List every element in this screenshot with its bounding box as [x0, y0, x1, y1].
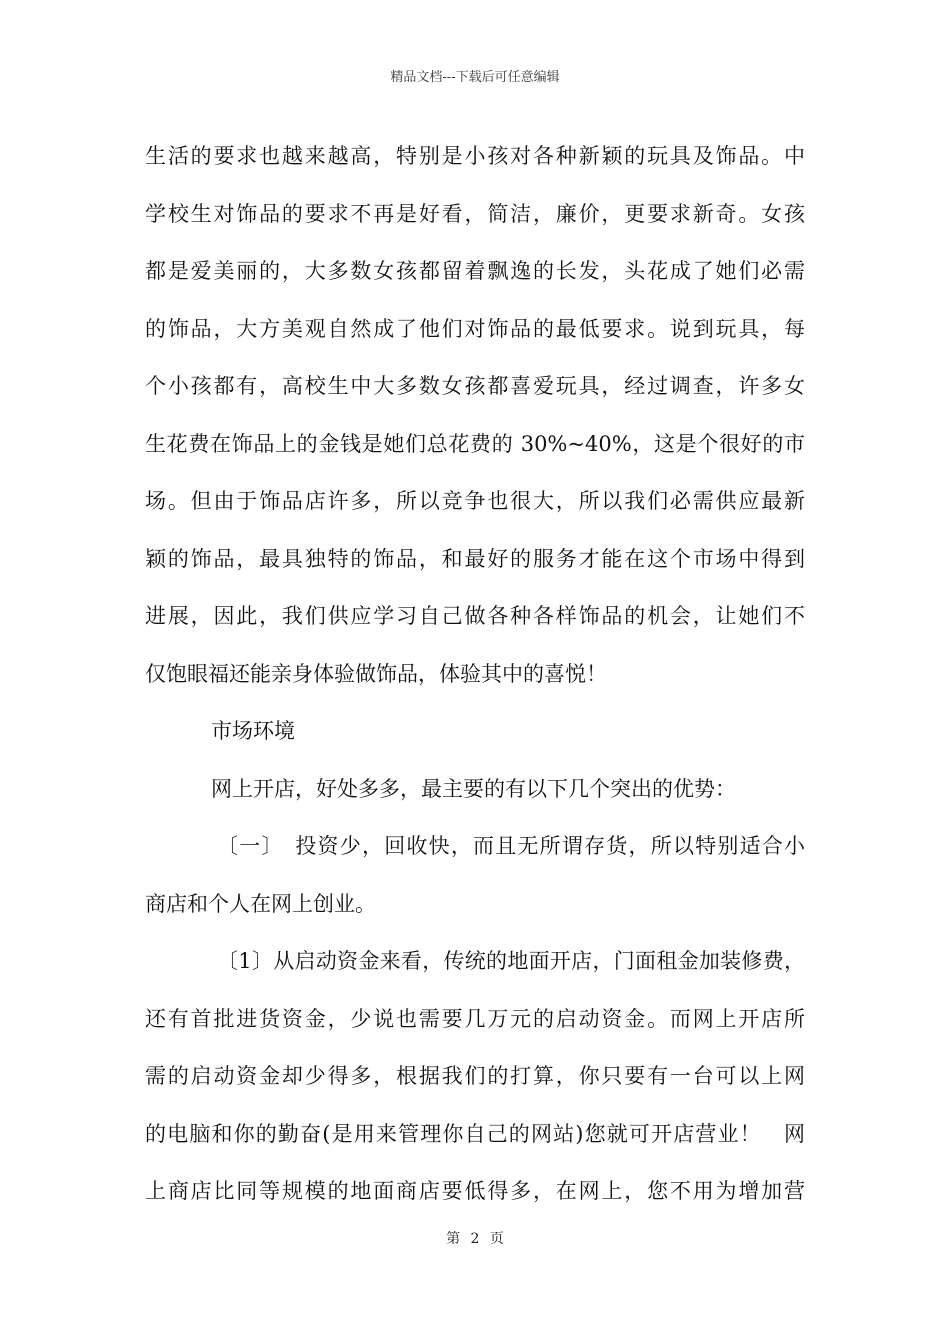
paragraph-line: 商店和个人在网上创业。	[145, 891, 376, 916]
paragraph-line: 的饰品，大方美观自然成了他们对饰品的最低要求。说到玩具，每	[145, 316, 805, 341]
list-item-heading: 〔1〕从启动资金来看，传统的地面开店，门面租金加装修费，	[217, 949, 805, 973]
paragraph-line: 仅饱眼福还能亲身体验做饰品，体验其中的喜悦！	[145, 661, 607, 686]
page-label-suffix: 页	[489, 1231, 504, 1247]
paragraph-line: 场。但由于饰品店许多，所以竞争也很大，所以我们必需供应最新	[145, 489, 805, 513]
list-item-heading: 〔一〕 投资少，回收快，而且无所谓存货，所以特别适合小	[217, 834, 805, 858]
paragraph-line: 还有首批进货资金，少说也需要几万元的启动资金。而网上开店所	[145, 1006, 805, 1031]
page-label-prefix: 第	[446, 1231, 461, 1247]
page-number: 2	[470, 1231, 480, 1247]
paragraph-line: 生花费在饰品上的金钱是她们总花费的 30%~40%，这是个很好的市	[145, 431, 805, 456]
section-heading: 市场环境	[211, 719, 295, 743]
paragraph-line: 的电脑和你的勤奋(是用来管理你自己的网站)您就可开店营业！ 网	[145, 1121, 805, 1146]
paragraph-line: 个小孩都有，高校生中大多数女孩都喜爱玩具，经过调查，许多女	[145, 374, 805, 398]
paragraph-line: 进展，因此，我们供应学习自己做各种各样饰品的机会，让她们不	[145, 604, 805, 628]
page-header: 精品文档---下载后可任意编辑	[390, 70, 560, 85]
paragraph-line: 网上开店，好处多多，最主要的有以下几个突出的优势：	[211, 776, 736, 801]
paragraph-line: 需的启动资金却少得多，根据我们的打算，你只要有一台可以上网	[145, 1064, 805, 1088]
page-footer	[0, 1228, 950, 1248]
document-body	[145, 128, 805, 1221]
paragraph-line: 生活的要求也越来越高，特别是小孩对各种新颖的玩具及饰品。中	[145, 144, 805, 168]
paragraph-line: 都是爱美丽的，大多数女孩都留着飘逸的长发，头花成了她们必需	[145, 259, 805, 283]
paragraph-line: 学校生对饰品的要求不再是好看，简洁，廉价，更要求新奇。女孩	[145, 201, 805, 226]
paragraph-line: 上商店比同等规模的地面商店要低得多，在网上，您不用为增加营	[145, 1179, 805, 1203]
paragraph-line: 颖的饰品，最具独特的饰品，和最好的服务才能在这个市场中得到	[145, 546, 805, 571]
